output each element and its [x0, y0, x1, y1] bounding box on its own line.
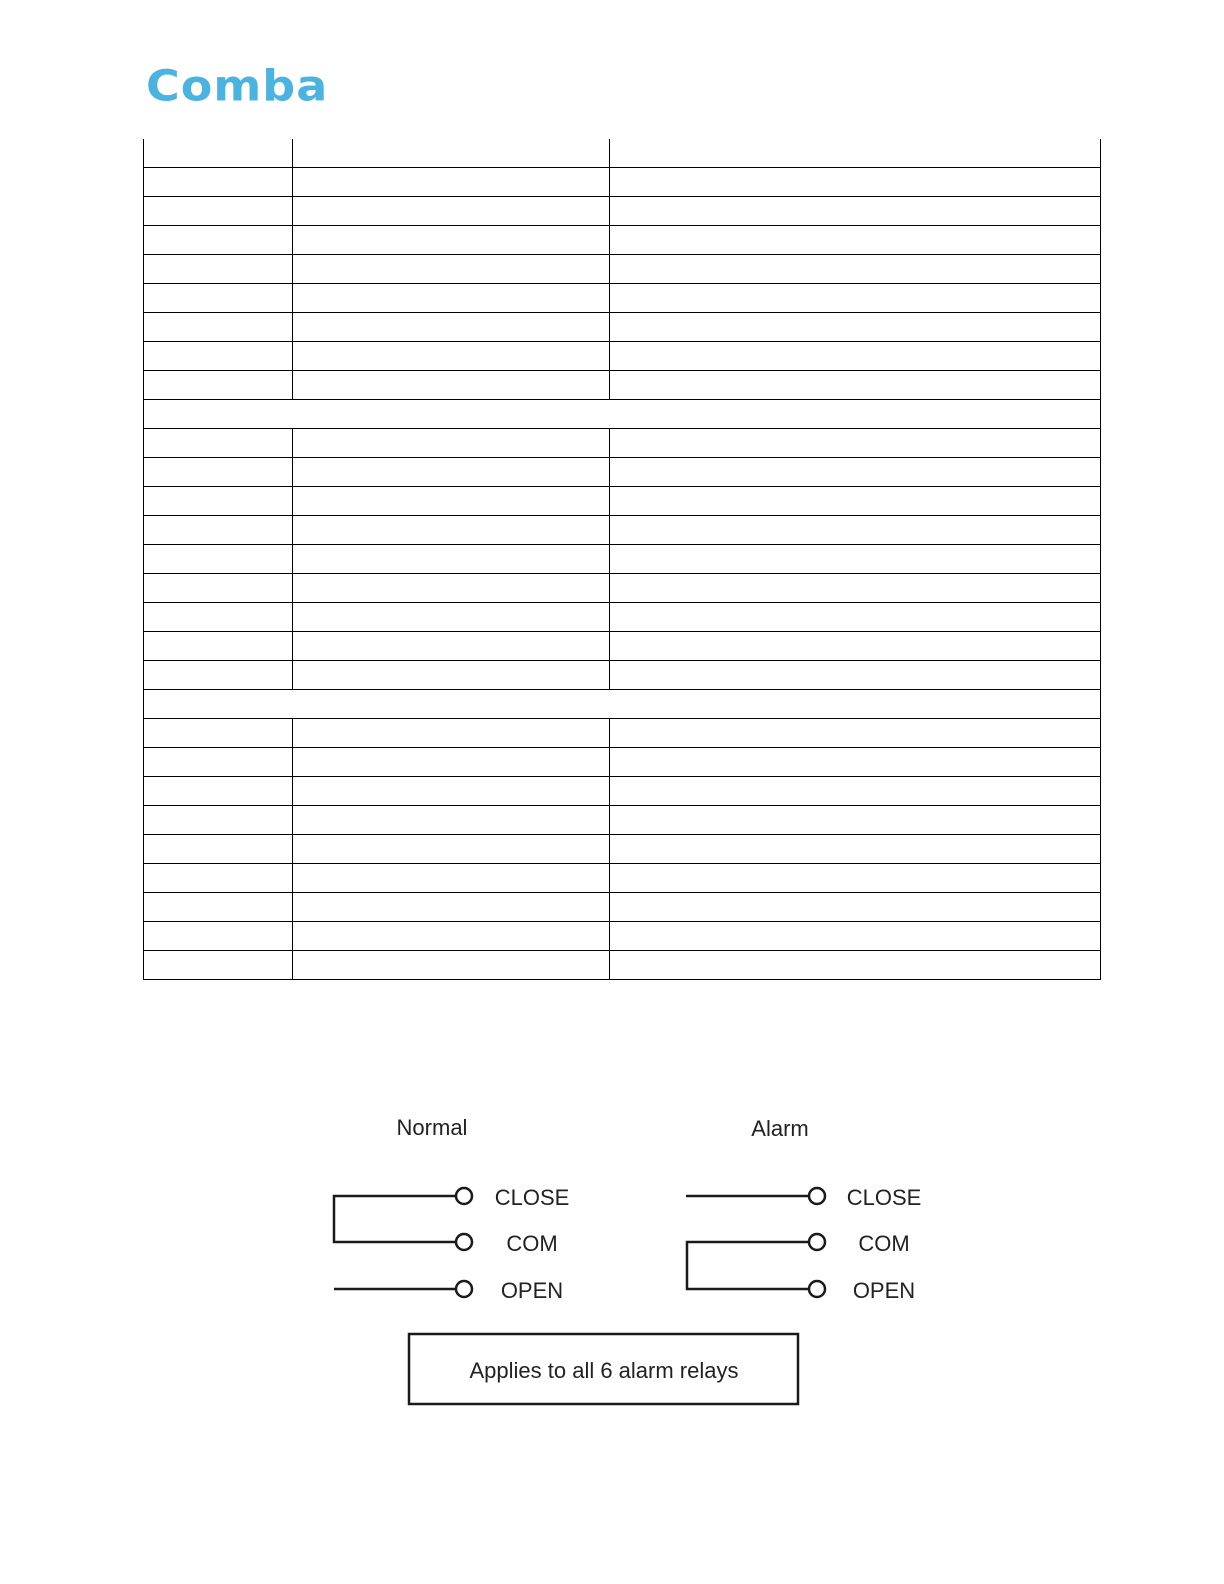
table-row — [144, 777, 1101, 806]
table-cell — [610, 458, 1101, 487]
table-cell — [144, 139, 293, 168]
table-cell — [144, 487, 293, 516]
table-cell — [610, 748, 1101, 777]
table-cell — [293, 893, 610, 922]
table-cell — [293, 458, 610, 487]
table-cell — [610, 951, 1101, 980]
table-cell — [144, 371, 293, 400]
table-row — [144, 516, 1101, 545]
table-cell — [610, 864, 1101, 893]
table-cell — [610, 545, 1101, 574]
normal-relay-wiring — [334, 1188, 472, 1297]
table-row — [144, 806, 1101, 835]
table-cell — [293, 139, 610, 168]
table-row — [144, 661, 1101, 690]
table-section-cell — [144, 690, 1101, 719]
table-cell — [293, 922, 610, 951]
table-row — [144, 429, 1101, 458]
table-cell — [293, 342, 610, 371]
table-row — [144, 168, 1101, 197]
table-row — [144, 255, 1101, 284]
alarm-open-terminal — [809, 1281, 825, 1297]
table-cell — [610, 777, 1101, 806]
table-section-row — [144, 400, 1101, 429]
table-cell — [610, 487, 1101, 516]
table-row — [144, 313, 1101, 342]
table-cell — [610, 226, 1101, 255]
table-cell — [144, 197, 293, 226]
table-cell — [293, 197, 610, 226]
table-cell — [610, 371, 1101, 400]
table-row — [144, 574, 1101, 603]
normal-com-label: COM — [506, 1231, 558, 1256]
table-row — [144, 893, 1101, 922]
table-row — [144, 458, 1101, 487]
table-cell — [293, 806, 610, 835]
note-text: Applies to all 6 alarm relays — [469, 1358, 739, 1383]
table-cell — [144, 545, 293, 574]
table-cell — [293, 574, 610, 603]
table-cell — [610, 139, 1101, 168]
table-section-cell — [144, 400, 1101, 429]
table-cell — [144, 516, 293, 545]
table-cell — [144, 342, 293, 371]
normal-com-to-close-link — [334, 1196, 456, 1242]
table-cell — [293, 545, 610, 574]
table-cell — [610, 893, 1101, 922]
table-cell — [610, 719, 1101, 748]
alarm-table — [143, 139, 1101, 980]
table-row — [144, 284, 1101, 313]
table-cell — [293, 777, 610, 806]
table-cell — [144, 661, 293, 690]
table-cell — [610, 516, 1101, 545]
table-row — [144, 545, 1101, 574]
table-cell — [610, 922, 1101, 951]
table-row — [144, 632, 1101, 661]
table-cell — [610, 603, 1101, 632]
table-cell — [610, 806, 1101, 835]
normal-close-terminal — [456, 1188, 472, 1204]
table-cell — [144, 835, 293, 864]
table-row — [144, 922, 1101, 951]
table-cell — [144, 313, 293, 342]
table-row — [144, 226, 1101, 255]
table-cell — [144, 574, 293, 603]
table-cell — [293, 429, 610, 458]
table-cell — [293, 951, 610, 980]
table-cell — [610, 574, 1101, 603]
table-section-row — [144, 690, 1101, 719]
normal-open-label: OPEN — [500, 1278, 564, 1303]
table-cell — [144, 864, 293, 893]
table-cell — [610, 197, 1101, 226]
table-cell — [610, 632, 1101, 661]
table-cell — [144, 777, 293, 806]
table-cell — [293, 516, 610, 545]
alarm-close-terminal — [809, 1188, 825, 1204]
normal-open-terminal — [456, 1281, 472, 1297]
table-row — [144, 864, 1101, 893]
alarm-close-label: CLOSE — [846, 1185, 922, 1210]
alarm-com-label: COM — [858, 1231, 910, 1256]
table-row — [144, 197, 1101, 226]
table-cell — [144, 603, 293, 632]
normal-com-terminal — [456, 1234, 472, 1250]
normal-heading: Normal — [396, 1115, 468, 1140]
table-cell — [144, 806, 293, 835]
table-cell — [293, 719, 610, 748]
table-cell — [144, 748, 293, 777]
comba-logo: Comba — [146, 60, 329, 111]
table-cell — [144, 429, 293, 458]
table-cell — [610, 255, 1101, 284]
table-cell — [610, 429, 1101, 458]
table-cell — [293, 603, 610, 632]
table-cell — [144, 922, 293, 951]
table-cell — [144, 719, 293, 748]
table-cell — [293, 864, 610, 893]
table-cell — [144, 168, 293, 197]
alarm-com-to-open-link — [687, 1242, 809, 1289]
table-cell — [293, 661, 610, 690]
table-cell — [293, 284, 610, 313]
alarm-relay-wiring — [686, 1188, 825, 1297]
table-cell — [610, 342, 1101, 371]
table-cell — [293, 487, 610, 516]
table-row — [144, 951, 1101, 980]
table-cell — [293, 168, 610, 197]
table-cell — [293, 371, 610, 400]
note-box — [409, 1334, 798, 1404]
table-cell — [144, 893, 293, 922]
alarm-heading: Alarm — [751, 1116, 809, 1141]
table-cell — [293, 226, 610, 255]
table-row — [144, 371, 1101, 400]
table-cell — [293, 835, 610, 864]
normal-close-label: CLOSE — [494, 1185, 570, 1210]
table-cell — [610, 835, 1101, 864]
table-cell — [144, 255, 293, 284]
alarm-open-label: OPEN — [852, 1278, 916, 1303]
table-row — [144, 487, 1101, 516]
table-cell — [293, 313, 610, 342]
table-row — [144, 603, 1101, 632]
table-row — [144, 835, 1101, 864]
table-cell — [610, 168, 1101, 197]
table-cell — [144, 632, 293, 661]
table-cell — [293, 255, 610, 284]
alarm-com-terminal — [809, 1234, 825, 1250]
table-row — [144, 748, 1101, 777]
table-cell — [293, 632, 610, 661]
table-cell — [610, 313, 1101, 342]
table-cell — [610, 284, 1101, 313]
table-cell — [144, 226, 293, 255]
table-cell — [610, 661, 1101, 690]
table-cell — [144, 951, 293, 980]
table-row — [144, 139, 1101, 168]
table-cell — [293, 748, 610, 777]
table-row — [144, 719, 1101, 748]
table-cell — [144, 284, 293, 313]
table-cell — [144, 458, 293, 487]
table-row — [144, 342, 1101, 371]
